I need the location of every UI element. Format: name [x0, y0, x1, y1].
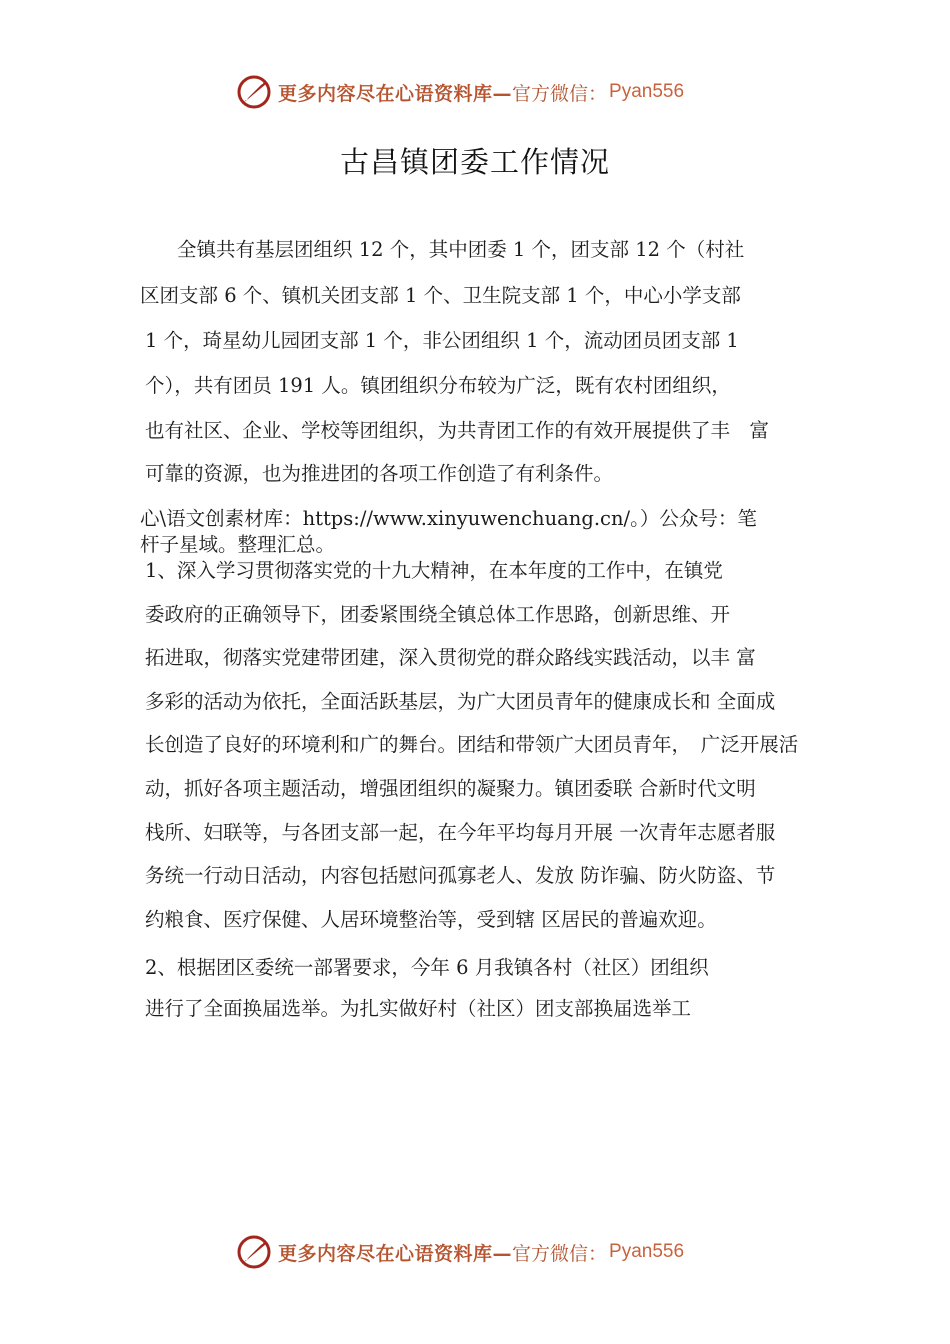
body-line: 多彩的活动为依托，全面活跃基层，为广大团员青年的健康成长和 全面成 — [145, 690, 776, 713]
body-line: 长创造了良好的环境利和广的舞台。团结和带领广大团员青年， 广泛开展活 — [145, 733, 799, 756]
body-line: 可靠的资源，也为推进团的各项工作创造了有利条件。 — [145, 462, 614, 485]
document-title: 古昌镇团委工作情况 — [339, 145, 610, 179]
body-line: 1、深入学习贯彻落实党的十九大精神，在本年度的工作中，在镇党 — [145, 559, 723, 582]
body-line: 动，抓好各项主题活动，增强团组织的凝聚力。镇团委联 合新时代文明 — [145, 777, 756, 800]
body-line: 务统一行动日活动，内容包括慰问孤寡老人、发放 防诈骗、防火防盗、节 — [145, 864, 776, 887]
body-line: 拓进取，彻落实党建带团建，深入贯彻党的群众路线实践活动，以丰 富 — [145, 646, 756, 669]
footer-banner-text: 更多内容尽在心语资料库— — [278, 1242, 513, 1265]
body-line: 杆子星域。整理汇总。 — [140, 533, 336, 556]
footer-wechat-label: 官方微信： — [512, 1242, 608, 1265]
body-line: 心\语文创素材库：https://www.xinyuwenchuang.cn/。）公众号：笔 — [140, 507, 757, 530]
body-line: 也有社区、企业、学校等团组织，为共青团工作的有效开展提供了丰 富 — [145, 419, 770, 442]
body-line: 进行了全面换届选举。为扎实做好村（社区）团支部换届选举工 — [145, 997, 692, 1020]
body-line: 1 个，琦星幼儿园团支部 1 个，非公团组织 1 个，流动团员团支部 1 — [145, 329, 739, 352]
body-line: 个），共有团员 191 人。镇团组织分布较为广泛，既有农村团组织， — [145, 374, 731, 397]
body-line: 2、根据团区委统一部署要求，今年 6 月我镇各村（社区）团组织 — [145, 956, 709, 979]
body-line: 全镇共有基层团组织 12 个，其中团委 1 个，团支部 12 个（村社 — [177, 238, 745, 261]
header-wechat-label: 官方微信： — [512, 82, 608, 105]
quill-logo-icon — [236, 74, 272, 110]
header-banner — [236, 72, 684, 112]
footer-banner — [236, 1232, 684, 1272]
quill-logo-icon — [236, 1234, 272, 1270]
header-wechat-id: Pyan556 — [609, 81, 685, 102]
footer-wechat-id: Pyan556 — [609, 1241, 685, 1262]
header-banner-text: 更多内容尽在心语资料库— — [278, 82, 513, 105]
body-line: 委政府的正确领导下，团委紧围绕全镇总体工作思路，创新思维、开 — [145, 603, 731, 626]
body-line: 区团支部 6 个、镇机关团支部 1 个、卫生院支部 1 个，中心小学支部 — [140, 284, 741, 307]
body-line: 约粮食、医疗保健、人居环境整治等，受到辖 区居民的普遍欢迎。 — [145, 908, 717, 931]
body-line: 栈所、妇联等，与各团支部一起，在今年平均每月开展 一次青年志愿者服 — [145, 821, 776, 844]
